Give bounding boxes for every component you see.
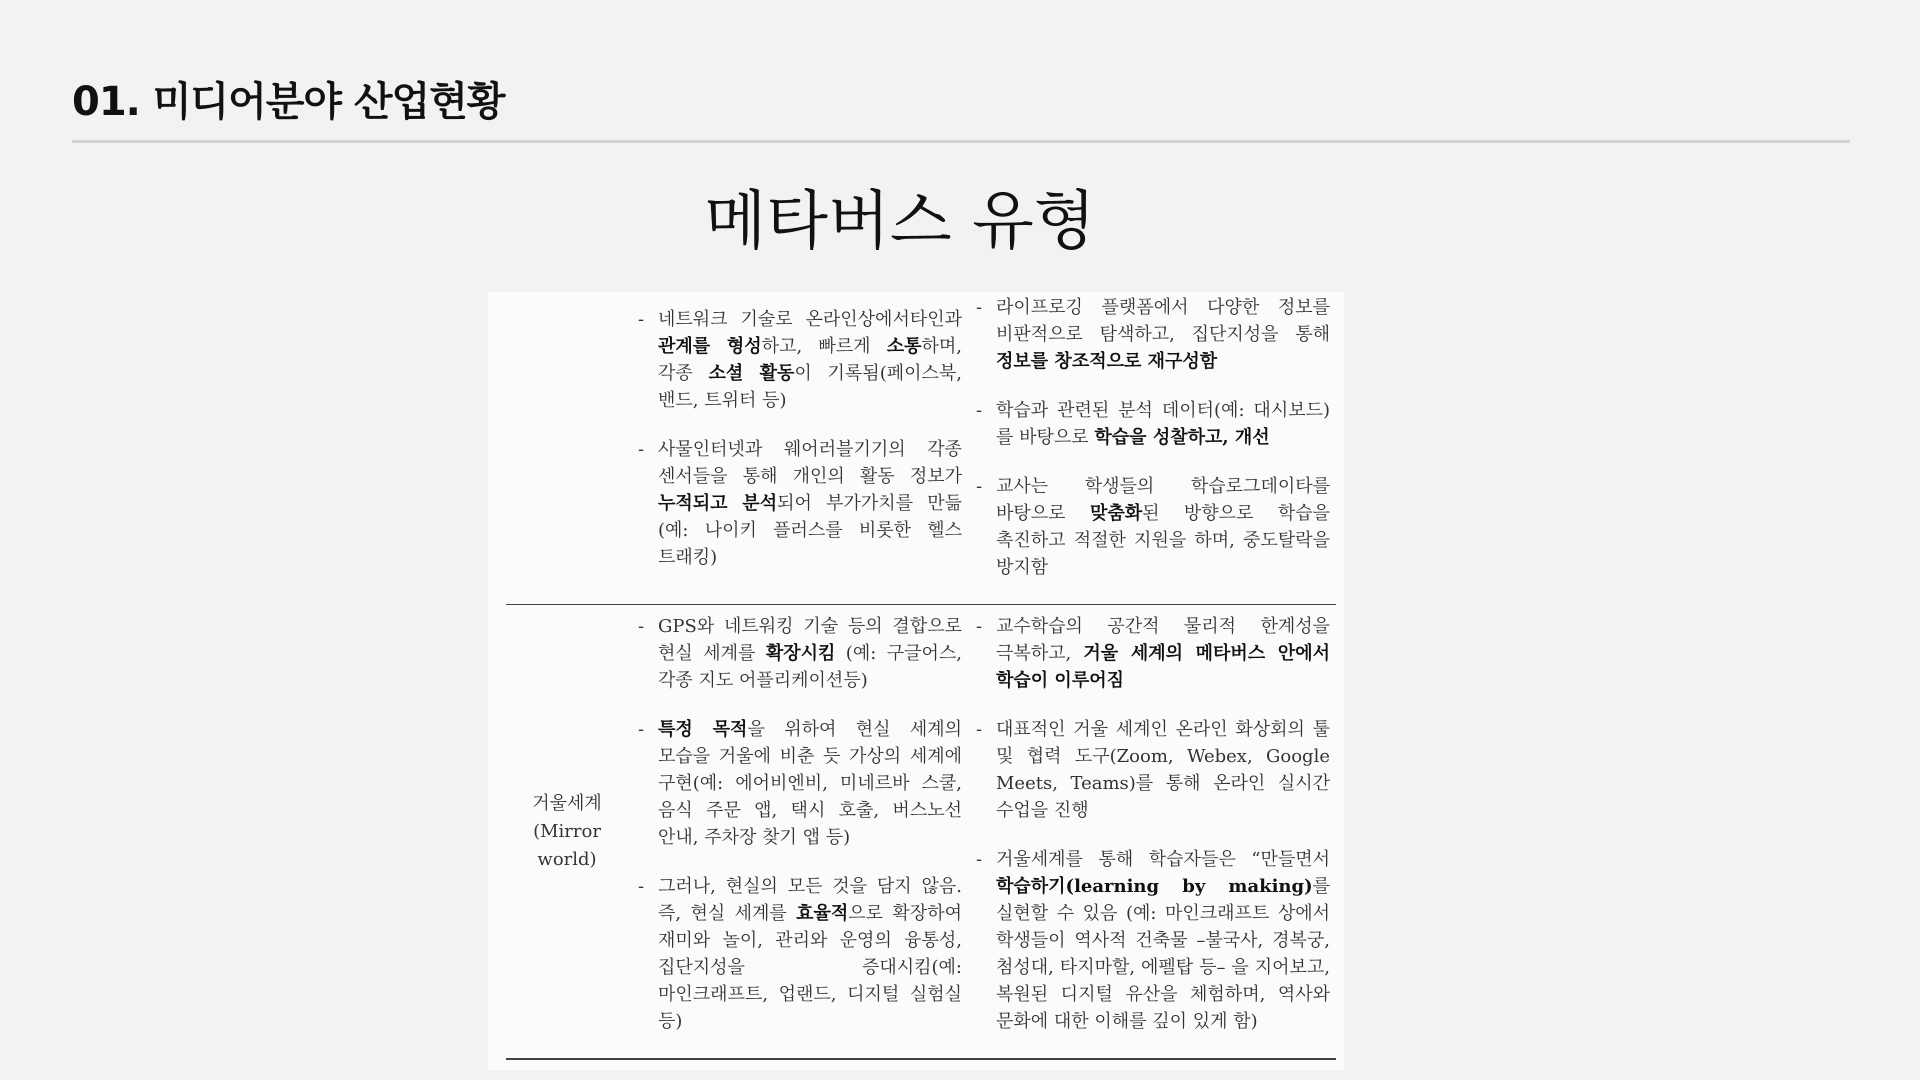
emphasis-text: 소셜 활동 bbox=[708, 363, 795, 384]
bullet-text: 교사는 학생들의 학습로그데이타를 바탕으로 bbox=[996, 476, 1330, 524]
bullet-item bbox=[974, 716, 1330, 824]
metaverse-type-table-image bbox=[488, 292, 1344, 1070]
description-list bbox=[628, 292, 968, 571]
bullet-text: 를 실현할 수 있음 (예: 마인크래프트 상에서 학생들이 역사적 건축물 –불국사, 경복궁, 첨성대, 타지마할, 에펠탑 등– 을 지어보고, 복원된 디지털 유산을 체험하며, 역사와 문화에 대한 이해를 깊이 있게 함) bbox=[996, 876, 1330, 1032]
emphasis-text: 학습을 성찰하고, 개선 bbox=[1094, 427, 1270, 448]
bullet-item bbox=[636, 873, 962, 1035]
section-title: 01. 미디어분야 산업현황 bbox=[72, 79, 505, 125]
header-divider bbox=[72, 140, 1850, 143]
bullet-text: 하며, 각종 bbox=[658, 336, 962, 384]
bullet-text: 교수학습의 공간적 물리적 한계성을 극복하고, bbox=[996, 616, 1330, 664]
education-list bbox=[968, 292, 1336, 581]
metaverse-type-table bbox=[506, 292, 1336, 1060]
emphasis-text: 맞춤화 bbox=[1089, 503, 1143, 524]
type-label-en: world) bbox=[537, 848, 597, 870]
description-list bbox=[628, 605, 968, 1035]
bullet-text: 을 위하여 현실 세계의 모습을 거울에 비춘 듯 가상의 세계에 구현(예: 에어비엔비, 미네르바 스쿨, 음식 주문 앱, 택시 호출, 버스노선 안내, 주차장 찾기 앱 등) bbox=[658, 719, 962, 848]
description-cell bbox=[628, 292, 968, 605]
type-cell bbox=[506, 605, 628, 1060]
type-label: 거울세계 bbox=[532, 792, 602, 814]
bullet-text: 그러나, 현실의 모든 것을 담지 않음. 즉, 현실 세계를 bbox=[658, 876, 962, 924]
bullet-text: 라이프로깅 플랫폼에서 다양한 정보를 비판적으로 탐색하고, 집단지성을 통해 bbox=[996, 297, 1330, 345]
bullet-text: GPS와 네트워킹 기술 등의 결합으로 현실 세계를 bbox=[658, 616, 962, 664]
table-row bbox=[506, 292, 1336, 605]
table-row bbox=[506, 605, 1336, 1060]
bullet-text: (예: 구글어스, 각종 지도 어플리케이션등) bbox=[658, 643, 962, 691]
slide-title: 메타버스 유형 bbox=[704, 185, 1096, 259]
bullet-item bbox=[974, 473, 1330, 581]
type-label-en: (Mirror bbox=[533, 820, 601, 842]
bullet-text: 된 방향으로 학습을 촉진하고 적절한 지원을 하며, 중도탈락을 방지함 bbox=[996, 503, 1331, 578]
bullet-text: 사물인터넷과 웨어러블기기의 각종 센서들을 통해 개인의 활동 정보가 bbox=[658, 439, 962, 487]
bullet-item bbox=[636, 613, 962, 694]
bullet-text: 거울세계를 통해 학습자들은 “만들면서 bbox=[996, 849, 1330, 870]
emphasis-text: 특정 목적 bbox=[658, 719, 748, 740]
bullet-text: 되어 부가가치를 만듦(예: 나이키 플러스를 비롯한 헬스 트래킹) bbox=[658, 493, 962, 568]
description-cell bbox=[628, 605, 968, 1060]
emphasis-text: 관계를 형성 bbox=[658, 336, 762, 357]
bullet-item bbox=[974, 846, 1330, 1035]
bullet-text: 학습과 관련된 분석 데이터(예: 대시보드)를 바탕으로 bbox=[996, 400, 1330, 448]
education-cell bbox=[968, 292, 1336, 605]
education-cell bbox=[968, 605, 1336, 1060]
bullet-item bbox=[636, 306, 962, 414]
bullet-text: 으로 확장하여 재미와 놀이, 관리와 운영의 융통성, 집단지성을 증대시킴(예: 마인크래프트, 업랜드, 디지털 실험실 등) bbox=[658, 903, 962, 1032]
bullet-item bbox=[636, 436, 962, 571]
education-list bbox=[968, 605, 1336, 1035]
bullet-text: 하고, 빠르게 bbox=[761, 336, 887, 357]
bullet-text: 대표적인 거울 세계인 온라인 화상회의 툴 및 협력 도구(Zoom, Webex, Google Meets, Teams)를 통해 온라인 실시간 수업을 진행 bbox=[996, 719, 1330, 821]
emphasis-text: 확장시킴 bbox=[765, 643, 836, 664]
bullet-item bbox=[974, 294, 1330, 375]
emphasis-text: 정보를 창조적으로 재구성함 bbox=[996, 351, 1218, 372]
bullet-item bbox=[974, 397, 1330, 451]
bullet-text: 네트워크 기술로 온라인상에서타인과 bbox=[658, 309, 962, 330]
bullet-item bbox=[636, 716, 962, 851]
emphasis-text: 거울 세계의 메타버스 안에서 학습이 이루어짐 bbox=[996, 643, 1330, 691]
emphasis-text: 학습하기(learning by making) bbox=[996, 876, 1313, 897]
type-cell bbox=[506, 292, 628, 605]
emphasis-text: 누적되고 분석 bbox=[658, 493, 778, 514]
bullet-item bbox=[974, 613, 1330, 694]
emphasis-text: 소통 bbox=[886, 336, 922, 357]
bullet-text: 이 기록됨(페이스북, 밴드, 트위터 등) bbox=[658, 363, 962, 411]
emphasis-text: 효율적 bbox=[796, 903, 849, 924]
